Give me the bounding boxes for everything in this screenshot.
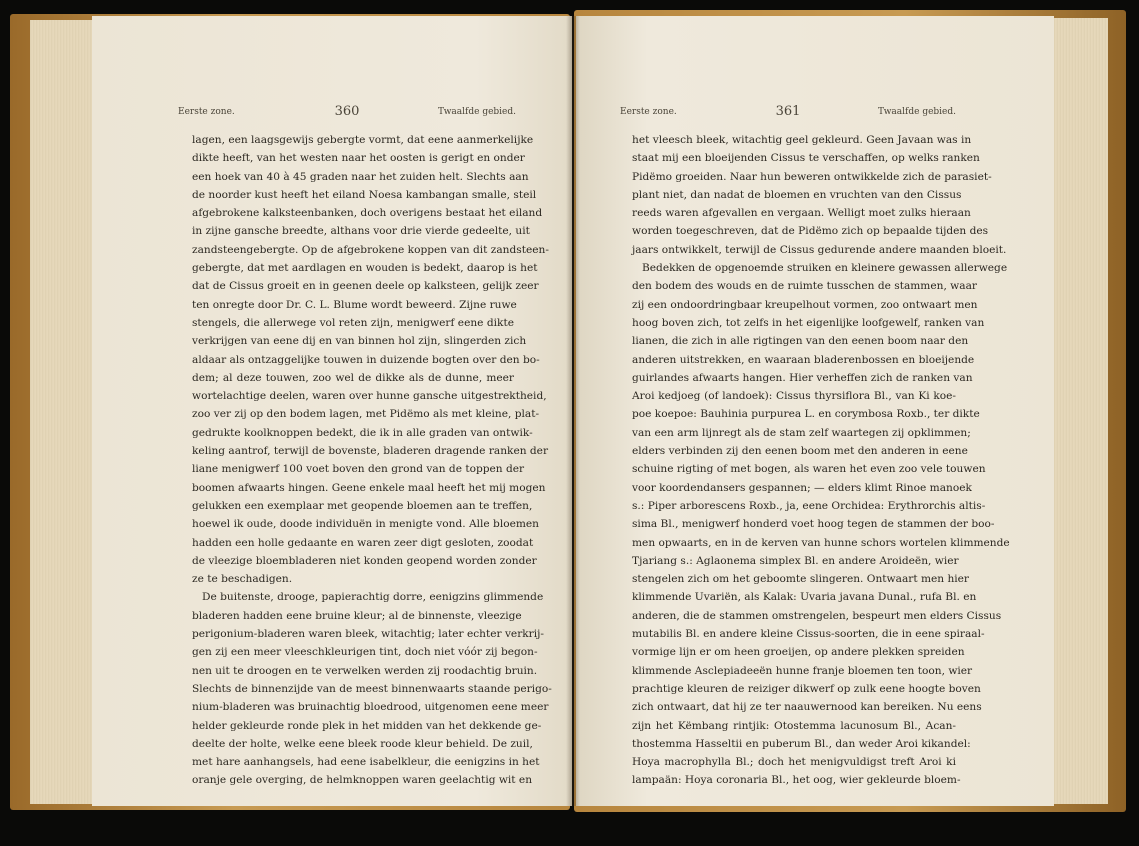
text-line: dem; al deze touwen, zoo wel de dikke als de dunne, meer: [192, 371, 514, 384]
body-text-left: [192, 131, 552, 790]
page-edges-left: [30, 20, 94, 804]
text-line: zoo ver zij op den bodem lagen, met Pidëmo als met kleine, plat-: [192, 408, 540, 421]
text-line: zij een ondoordringbaar kreupelhout vormen, zoo ontwaart men: [632, 298, 978, 311]
text-line: poe koepoe: Bauhinia purpurea L. en corymbosa Roxb., ter dikte: [632, 408, 980, 421]
text-line: lagen, een laagsgewijs gebergte vormt, dat eene aanmerkelijke: [192, 134, 534, 146]
text-line: in zijne gansche breedte, althans voor drie vierde gedeelte, uit: [192, 225, 530, 238]
text-line: aldaar als ontzaggelijke touwen in duizende bogten over den bo-: [192, 353, 540, 366]
text-line: schuine rigting of met bogen, als waren het even zoo vele touwen: [632, 463, 986, 476]
text-line: mutabilis Bl. en andere kleine Cissus-soorten, die in eene spiraal-: [632, 628, 985, 641]
text-line: klimmende Asclepiadeeën hunne franje bloemen ten toon, wier: [632, 664, 973, 677]
text-line: de noorder kust heeft het eiland Noesa kambangan smalle, steil: [192, 188, 537, 201]
text-line: Hoya macrophylla Bl.; doch het menigvuldigst treft Aroi ki: [632, 756, 956, 769]
text-line: ze te beschadigen.: [192, 573, 293, 586]
text-line: zich ontwaart, dat hij ze ter naauwernood kan bereiken. Nu eens: [632, 701, 982, 714]
text-line: zijn het Këmbang rintjik: Otostemma lacunosum Bl., Acan-: [632, 719, 956, 732]
body-text-right: [632, 131, 1010, 790]
text-line: stengels, die allerwege vol reten zijn, menigwerf eene dikte: [192, 316, 514, 329]
right-page: [576, 16, 1054, 806]
text-line: het vleesch bleek, witachtig geel gekleurd. Geen Javaan was in: [632, 134, 972, 146]
text-line: gedrukte koolknoppen bedekt, die ik in alle graden van ontwik-: [192, 426, 533, 439]
text-line: een hoek van 40 à 45 graden naar het zuiden helt. Slechts aan: [192, 170, 529, 183]
text-line: men opwaarts, en in de kerven van hunne schors wortelen klimmende: [632, 536, 1010, 549]
text-line: prachtige kleuren de reiziger dikwerf op zulk eene hoogte boven: [632, 682, 981, 695]
text-line: deelte der holte, welke eene bleek roode kleur behield. De zuil,: [192, 737, 533, 750]
left-page: [92, 16, 572, 806]
text-line: gelukken een exemplaar met geopende bloemen aan te treffen,: [192, 499, 533, 512]
running-header-left: [178, 104, 516, 120]
text-line: dikte heeft, van het westen naar het oosten is gerigt en onder: [192, 152, 525, 165]
text-line: nen uit te droogen en te verwelken werden zij roodachtig bruin.: [192, 664, 538, 677]
text-line: keling aantrof, terwijl de bovenste, bladeren dragende ranken der: [192, 445, 549, 458]
text-line: hoewel ik oude, doode individuën in menigte vond. Alle bloemen: [192, 518, 539, 531]
text-line: guirlandes afwaarts hangen. Hier verheffen zich de ranken van: [632, 371, 973, 384]
text-line: van een arm lijnregt als de stam zelf waartegen zij opklimmen;: [632, 426, 971, 439]
text-line: anderen uitstrekken, en waaraan bladerenbossen en bloeijende: [632, 353, 975, 366]
text-line: voor koordendansers gespannen; — elders klimt Rinoe manoek: [632, 481, 972, 494]
header-region-label: Twaalfde gebied.: [878, 107, 956, 117]
text-line: jaars ontwikkelt, terwijl de Cissus gedurende andere maanden bloeit.: [632, 243, 1007, 256]
page-edges-right: [1052, 18, 1108, 804]
text-line: afgebrokene kalksteenbanken, doch overigens bestaat het eiland: [192, 207, 543, 220]
text-line: met hare aanhangsels, had eene isabelkleur, die eenigzins in het: [192, 756, 540, 769]
text-line: s.: Piper arborescens Roxb., ja, eene Orchidea: Erythrorchis altis-: [632, 499, 986, 512]
text-line: thostemma Hasseltii en puberum Bl., dan weder Aroi kikandel:: [632, 737, 971, 750]
text-line: perigonium-bladeren waren bleek, witachtig; later echter verkrij-: [192, 628, 544, 641]
text-line: Tjariang s.: Aglaonema simplex Bl. en andere Aroideën, wier: [632, 554, 959, 567]
text-line: nium-bladeren was bruinachtig bloedrood, uitgenomen eene meer: [192, 701, 549, 714]
text-line: de vleezige bloembladeren niet konden geopend worden zonder: [192, 554, 537, 567]
book-gutter: [566, 16, 580, 806]
header-region-label: Twaalfde gebied.: [438, 107, 516, 117]
text-line: Aroi kedjoeg (of landoek): Cissus thyrsiflora Bl., van Ki koe-: [632, 390, 956, 403]
text-line: lampaän: Hoya coronaria Bl., het oog, wier gekleurde bloem-: [632, 774, 961, 787]
text-line: Pidëmo groeiden. Naar hun beweren ontwikkelde zich de parasiet-: [632, 170, 992, 183]
page-number: 360: [334, 104, 360, 119]
text-line: Slechts de binnenzijde van de meest binnenwaarts staande perigo-: [192, 682, 552, 695]
text-line: hoog boven zich, tot zelfs in het eigenlijke loofgewelf, ranken van: [632, 316, 985, 329]
text-line: worden toegeschreven, dat de Pidëmo zich op bepaalde tijden des: [632, 225, 989, 238]
text-line: dat de Cissus groeit en in geenen deele op kalksteen, gelijk zeer: [192, 280, 539, 293]
text-line: plant niet, dan nadat de bloemen en vruchten van den Cissus: [632, 188, 962, 201]
text-line: helder gekleurde ronde plek in het midden van het dekkende ge-: [192, 719, 542, 732]
text-line: vormige lijn er om heen groeijen, op andere plekken spreiden: [632, 646, 965, 659]
page-number: 361: [775, 104, 801, 119]
text-line: verkrijgen van eene dij en van binnen hol zijn, slingerden zich: [192, 335, 527, 348]
text-line: ten onregte door Dr. C. L. Blume wordt beweerd. Zijne ruwe: [192, 298, 517, 311]
header-zone-label: Eerste zone.: [620, 107, 677, 117]
text-line: stengelen zich om het geboomte slingeren. Ontwaart men hier: [632, 573, 969, 586]
text-line: liane menigwerf 100 voet boven den grond van de toppen der: [192, 463, 525, 476]
text-line: zandsteengebergte. Op de afgebrokene koppen van dit zandsteen-: [192, 243, 549, 256]
text-line: hadden een holle gedaante en waren zeer digt gesloten, zoodat: [192, 536, 534, 549]
text-line: De buitenste, drooge, papierachtig dorre, eenigzins glimmende: [202, 591, 544, 604]
text-line: elders verbinden zij den eenen boom met den anderen in eene: [632, 445, 968, 458]
text-line: den bodem des wouds en de ruimte tusschen de stammen, waar: [632, 280, 977, 293]
text-line: wortelachtige deelen, waren over hunne gansche uitgestrektheid,: [192, 390, 547, 403]
text-line: reeds waren afgevallen en vergaan. Welligt moet zulks hieraan: [632, 207, 971, 220]
text-line: klimmende Uvariën, als Kalak: Uvaria javana Dunal., rufa Bl. en: [632, 591, 977, 604]
text-line: staat mij een bloeijenden Cissus te verschaffen, op welks ranken: [632, 152, 980, 165]
text-line: bladeren hadden eene bruine kleur; al de binnenste, vleezige: [192, 609, 522, 622]
text-line: lianen, die zich in alle rigtingen van den eenen boom naar den: [632, 335, 969, 348]
text-line: gebergte, dat met aardlagen en wouden is bedekt, daarop is het: [192, 262, 538, 275]
text-line: oranje gele overging, de helmknoppen waren geelachtig wit en: [192, 774, 533, 787]
header-zone-label: Eerste zone.: [178, 107, 235, 117]
text-line: Bedekken de opgenoemde struiken en kleinere gewassen allerwege: [642, 262, 1008, 275]
running-header-right: [620, 104, 956, 120]
text-line: boomen afwaarts hingen. Geene enkele maal heeft het mij mogen: [192, 481, 546, 494]
text-line: gen zij een meer vleeschkleurigen tint, doch niet vóór zij begon-: [192, 646, 538, 659]
text-line: anderen, die de stammen omstrengelen, bespeurt men elders Cissus: [632, 609, 1002, 622]
text-line: sima Bl., menigwerf honderd voet hoog tegen de stammen der boo-: [632, 518, 995, 531]
